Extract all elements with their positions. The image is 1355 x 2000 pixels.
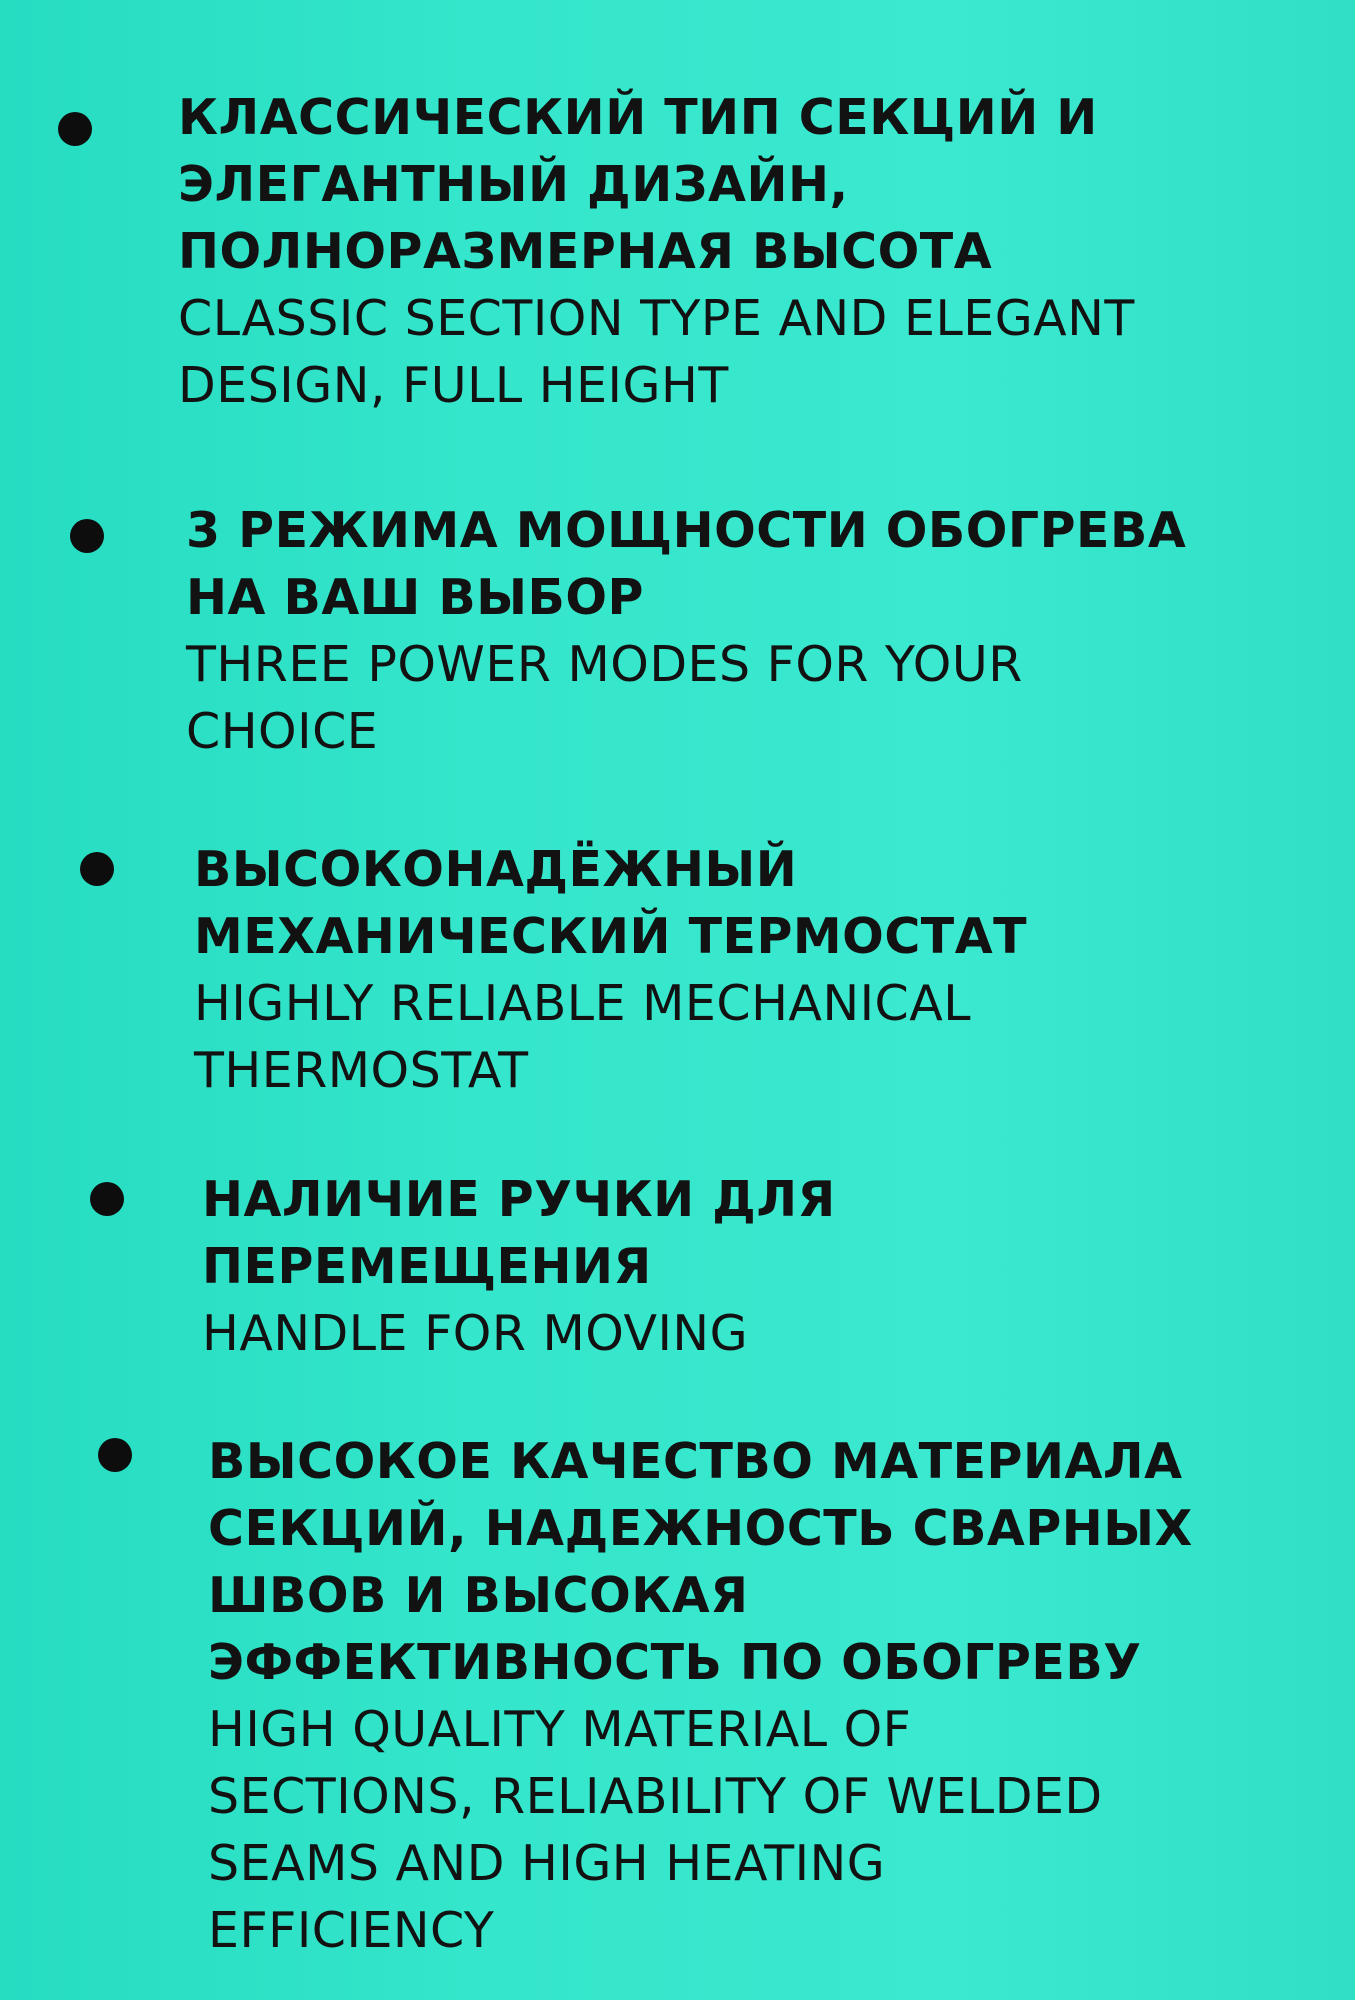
feature-text — [202, 1166, 836, 1367]
feature-title-en-line: DESIGN, FULL HEIGHT — [178, 357, 729, 414]
feature-title-en-line: HIGH QUALITY MATERIAL OF — [208, 1701, 912, 1758]
feature-text — [208, 1428, 1193, 1964]
feature-title-en-line: THERMOSTAT — [194, 1042, 529, 1099]
feature-title-en-line: HANDLE FOR MOVING — [202, 1305, 749, 1362]
feature-title-ru-line: НАЛИЧИЕ РУЧКИ ДЛЯ — [202, 1171, 836, 1228]
feature-text — [186, 497, 1186, 765]
feature-title-ru-line: ШВОВ И ВЫСОКАЯ — [208, 1567, 749, 1624]
feature-title-ru-line: МЕХАНИЧЕСКИЙ ТЕРМОСТАТ — [194, 908, 1028, 965]
feature-title-ru-line: ПЕРЕМЕЩЕНИЯ — [202, 1238, 652, 1295]
feature-title-en-line: EFFICIENCY — [208, 1902, 495, 1959]
feature-title-ru-line: ВЫСОКОЕ КАЧЕСТВО МАТЕРИАЛА — [208, 1433, 1183, 1490]
feature-title-ru-line: ВЫСОКОНАДЁЖНЫЙ — [194, 841, 798, 898]
feature-title-ru-line: ЭФФЕКТИВНОСТЬ ПО ОБОГРЕВУ — [208, 1634, 1142, 1691]
feature-text — [194, 836, 1027, 1104]
feature-title-ru-line: ПОЛНОРАЗМЕРНАЯ ВЫСОТА — [178, 223, 993, 280]
feature-title-en-line: HIGHLY RELIABLE MECHANICAL — [194, 975, 972, 1032]
feature-title-en-line: CLASSIC SECTION TYPE AND ELEGANT — [178, 290, 1135, 347]
feature-title-en-line: CHOICE — [186, 703, 379, 760]
feature-text — [178, 84, 1135, 419]
feature-title-en-line: THREE POWER MODES FOR YOUR — [186, 636, 1023, 693]
feature-title-ru-line: НА ВАШ ВЫБОР — [186, 569, 644, 626]
feature-title-ru-line: КЛАССИЧЕСКИЙ ТИП СЕКЦИЙ И — [178, 89, 1098, 146]
bullet-icon — [90, 1182, 124, 1216]
feature-title-ru-line: ЭЛЕГАНТНЫЙ ДИЗАЙН, — [178, 156, 849, 213]
bullet-icon — [58, 112, 92, 146]
feature-title-ru-line: 3 РЕЖИМА МОЩНОСТИ ОБОГРЕВА — [186, 502, 1187, 559]
bullet-icon — [80, 852, 114, 886]
bullet-icon — [98, 1438, 132, 1472]
feature-title-en-line: SECTIONS, RELIABILITY OF WELDED — [208, 1768, 1103, 1825]
bullet-icon — [70, 519, 104, 553]
feature-title-en-line: SEAMS AND HIGH HEATING — [208, 1835, 886, 1892]
feature-title-ru-line: СЕКЦИЙ, НАДЕЖНОСТЬ СВАРНЫХ — [208, 1500, 1193, 1557]
